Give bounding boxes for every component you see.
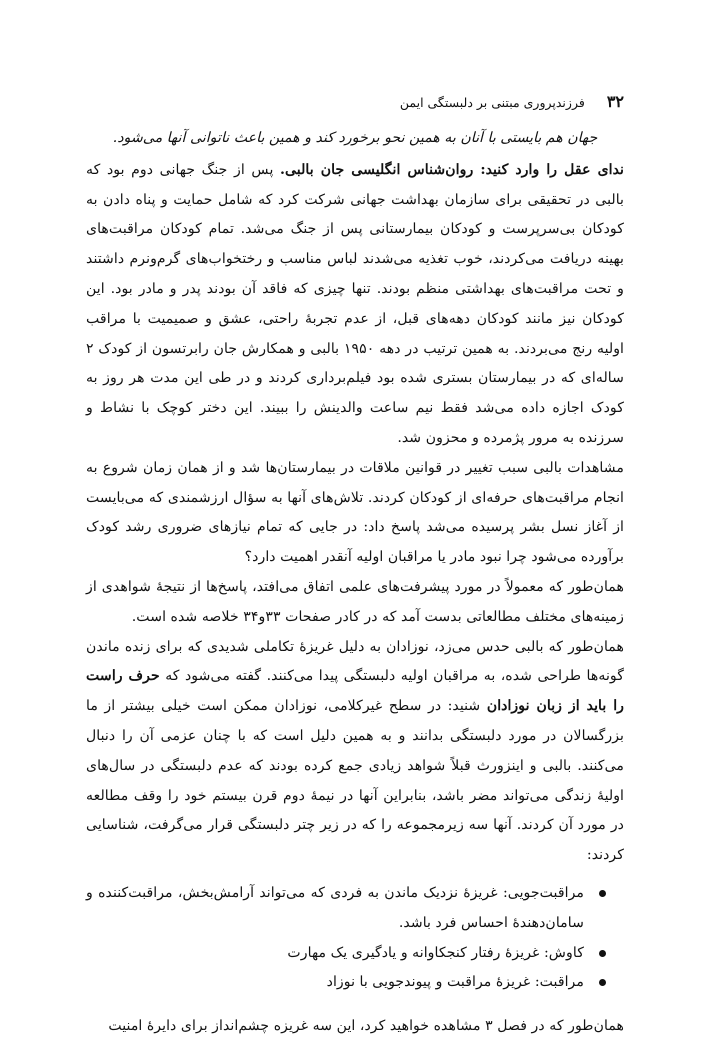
section-lead-bold: ندای عقل را وارد کنید: روان‌شناس انگلیسی جان بالبی. bbox=[280, 161, 625, 178]
paragraph-observations: مشاهدات بالبی سبب تغییر در قوانین ملاقات در بیمارستان‌ها شد و از همان زمان شروع به انجام مراقبت‌های حرفه‌ای از کودکان کردند. تلاش‌های آنها به سؤال ارزشمندی که می‌بایست از آغاز نسل بشر پرسیده می‌شد پاسخ داد: در جایی که تمام نیازهای ضروری رشد کودک برآورده می‌شود چرا نبود مادر یا مراقبان اولیه آنقدر اهمیت دارد؟ bbox=[86, 459, 624, 566]
page-body bbox=[86, 124, 624, 1042]
bullet-icon bbox=[599, 979, 606, 986]
paragraph-instinct bbox=[86, 633, 624, 871]
paragraph-evidence: همان‌طور که معمولاً در مورد پیشرفت‌های علمی اتفاق می‌افتد، پاسخ‌ها از نتیجهٔ شواهدی از زمینه‌های مختلف مطالعاتی بدست آمد که در کادر صفحات ۳۳و۳۴ خلاصه شده است. bbox=[86, 578, 624, 625]
list-item bbox=[86, 968, 606, 998]
emphasis-bold: حرف راست را باید از زبان نوزادان bbox=[86, 668, 624, 715]
paragraph-closing: همان‌طور که در فصل ۳ مشاهده خواهید کرد، این سه غریزه چشم‌انداز برای دایرهٔ امنیت bbox=[108, 1018, 624, 1035]
list-item bbox=[86, 879, 606, 939]
paragraph-text: شنید: در سطح غیرکلامی، نوزادان ممکن است خیلی بیشتر از ما بزرگسالان در مورد دلبستگی بدانند و به همین دلیل است که با چنان عزمی آن را دنبال می‌کنند. بالبی و اینزورث قبلاً شواهد زیادی جمع کرده بودند که عدم دلبستگی در سال‌های اولیهٔ زندگی می‌تواند مضر باشد، بنابراین آنها در نیمهٔ دوم قرن بیستم خود را وقف مطالعه در مورد آن کردند. آنها سه زیرمجموعه را که در زیر چتر دلبستگی قرار می‌گرفت، شناسایی کردند: bbox=[86, 698, 624, 864]
list-item-text: کاوش: غریزهٔ رفتار کنجکاوانه و یادگیری یک مهارت bbox=[287, 944, 584, 961]
italic-sentence: جهان هم بایستی با آنان به همین نحو برخورد کند و همین باعث ناتوانی آنها می‌شود. bbox=[112, 130, 598, 146]
bullet-icon bbox=[599, 890, 606, 897]
page-header bbox=[86, 92, 624, 114]
list-item bbox=[86, 939, 606, 969]
page-number: ۳۲ bbox=[606, 92, 624, 111]
paragraph-text: همان‌طور که بالبی حدس می‌زد، نوزادان به دلیل غریزهٔ تکاملی شدیدی که برای زنده ماندن گونه‌ها طراحی شده، به مراقبان اولیه دلبستگی پیدا می‌کنند. گفته می‌شود که bbox=[86, 638, 625, 685]
list-item-text: مراقبت: غریزهٔ مراقبت و پیوندجویی با نوزاد bbox=[326, 974, 584, 991]
list-item-text: مراقبت‌جویی: غریزهٔ نزدیک ماندن به فردی که می‌تواند آرامش‌بخش، مراقبت‌کننده و سامان‌دهندهٔ احساس فرد باشد. bbox=[86, 884, 584, 931]
paragraph-text: پس از جنگ جهانی دوم بود که بالبی در تحقیقی برای سازمان بهداشت جهانی شرکت کرد که شامل حمایت و پناه دادن به کودکان بی‌سرپرست و کودکان بیمارستانی پس از جنگ می‌شد. تمام کودکان مراقبت‌های بهینه دریافت می‌کردند، خوب تغذیه می‌شدند لباس مناسب و رختخواب‌های گرم‌ونرم داشتند و تحت مراقبت‌های بهداشتی منظم بودند. تنها چیزی که فاقد آن بودند پدر و مادر بود. این کودکان نیز مانند کودکان دهه‌های قبل، از عدم تجربهٔ راحتی، عشق و صمیمیت با مراقب اولیه رنج می‌بردند. به همین ترتیب در دهه ۱۹۵۰ بالبی و همکارش جان رابرتسون از کودک ۲ ساله‌ای که در بیمارستان بستری شده بود فیلم‌برداری کردند و در طی این مدت هر روز به کودک اجازه داده می‌شد فقط نیم ساعت والدینش را ببیند. این دختر کوچک با نشاط و سرزنده به مرور پژمرده و محزون شد. bbox=[86, 161, 624, 446]
running-title: فرزندپروری مبتنی بر دلبستگی ایمن bbox=[399, 95, 585, 110]
paragraph-bowlby-intro bbox=[86, 156, 624, 454]
bullet-icon bbox=[599, 950, 606, 957]
attachment-subsystems-list bbox=[86, 879, 624, 998]
